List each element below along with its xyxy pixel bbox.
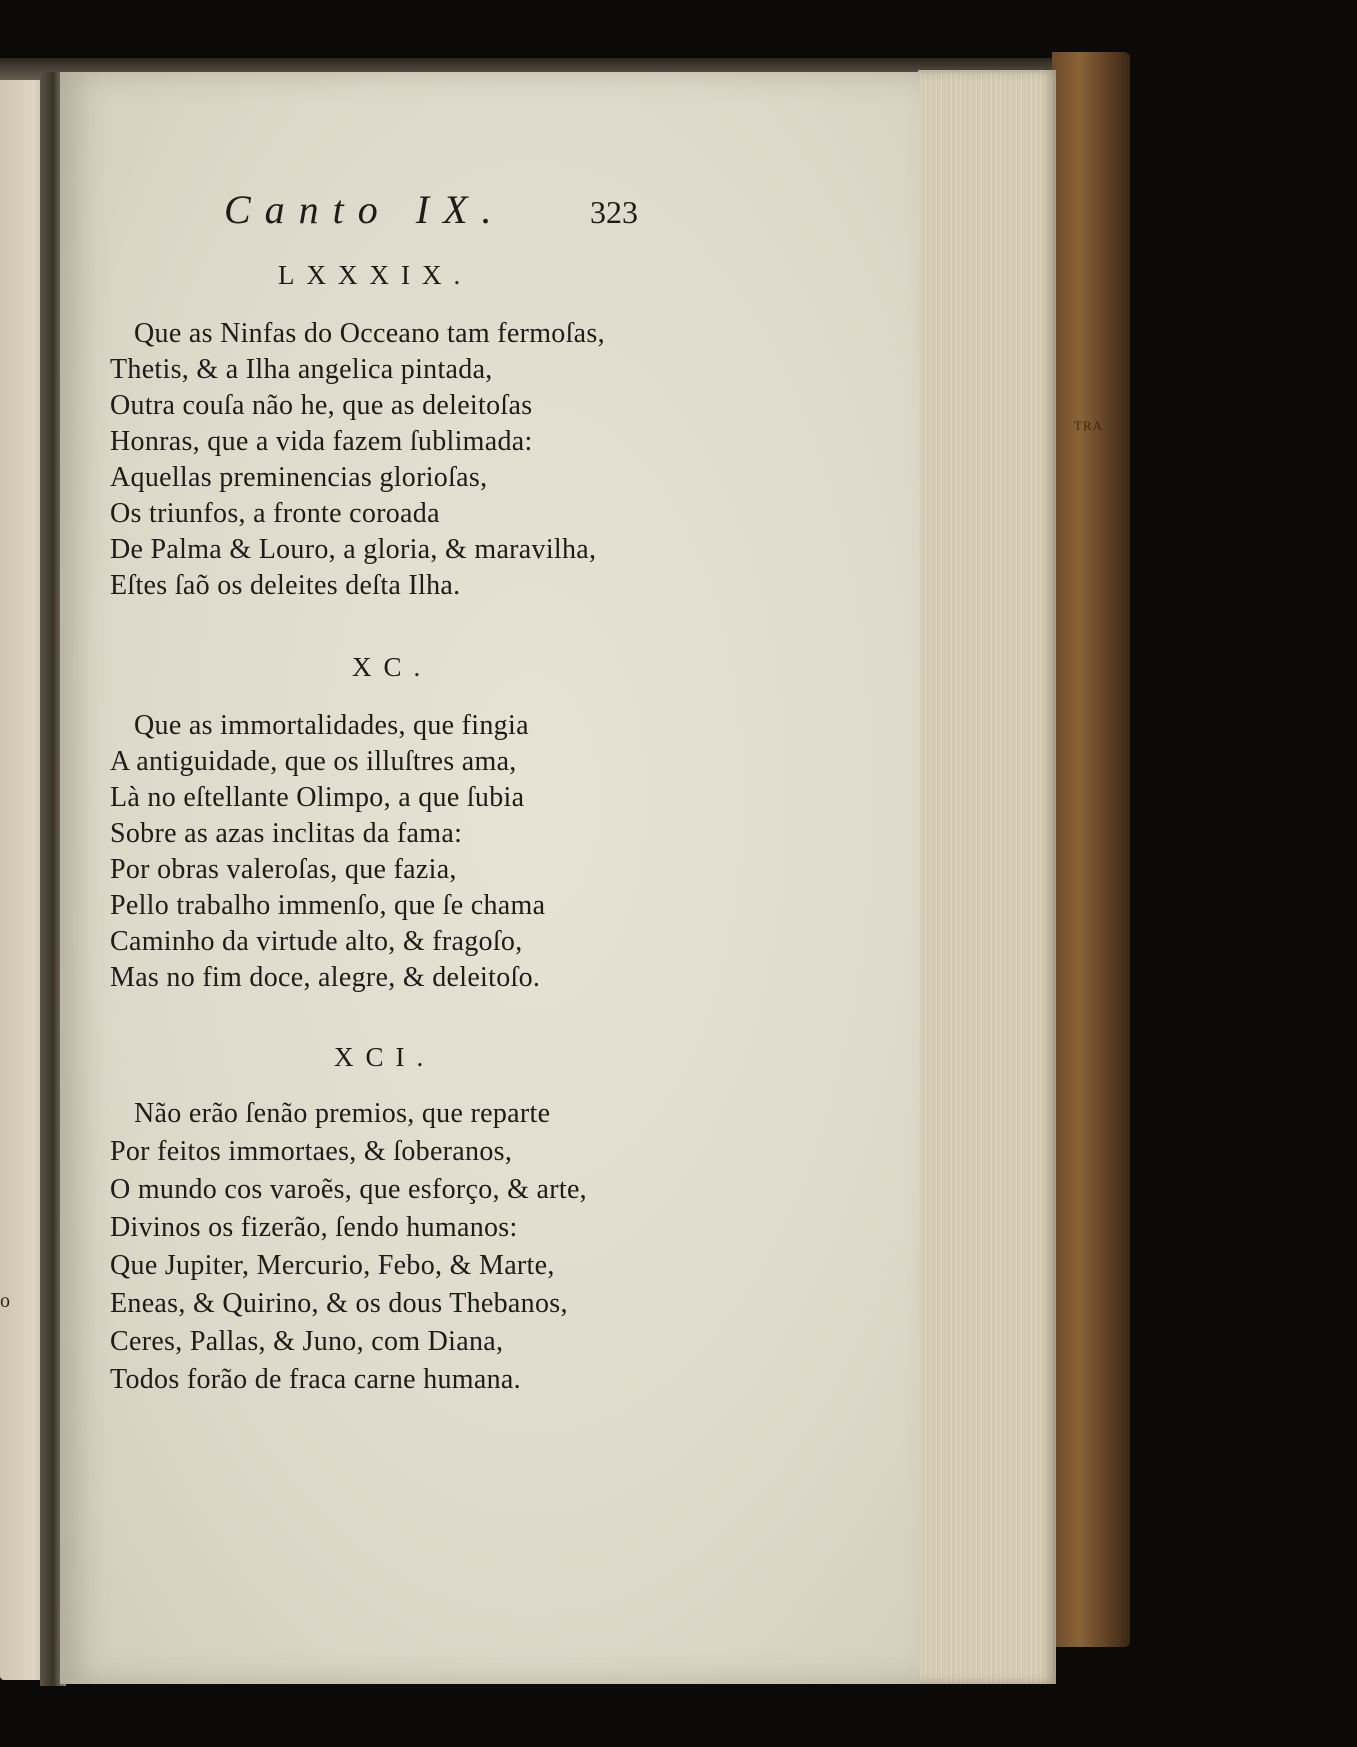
spine-mark: TRA [1074,418,1103,433]
verse-line: Eſtes ſaõ os deleites deſta Ilha. [110,570,461,601]
page-number: 323 [590,194,638,230]
verse-line: Ceres, Pallas, & Juno, com Diana, [110,1326,504,1357]
verse-line: Que as immortalidades, que fingia [134,710,529,741]
verse-line: Honras, que a vida fazem ſublimada: [110,426,533,457]
verse-line: Que Jupiter, Mercurio, Febo, & Marte, [110,1250,555,1281]
stanza-number: XC. [352,652,433,682]
verse-line: Là no eſtellante Olimpo, a que ſubia [110,782,525,813]
verse-line: A antiguidade, que os illuſtres ama, [110,746,517,777]
previous-page-glyph: o [0,1290,10,1312]
verse-line: Por feitos immortaes, & ſoberanos, [110,1136,513,1167]
verse-line: Mas no fim doce, alegre, & deleitoſo. [110,962,541,993]
verse-line: Pello trabalho immenſo, que ſe chama [110,890,546,921]
verse-line: Thetis, & a Ilha angelica pintada, [110,354,493,385]
verse-line: Aquellas preminencias glorioſas, [110,462,488,493]
verse-line: Sobre as azas inclitas da fama: [110,818,463,849]
verse-line: Não erão ſenão premios, que reparte [134,1098,551,1129]
verse-line: O mundo cos varoẽs, que esforço, & arte, [110,1174,587,1205]
leather-cover [1052,52,1130,1647]
page-header [224,186,704,236]
verse-line: Que as Ninfas do Occeano tam fermoſas, [134,318,605,349]
verse-line: Todos forão de fraca carne humana. [110,1364,521,1395]
verse-line: Eneas, & Quirino, & os dous Thebanos, [110,1288,568,1319]
stanza-number: LXXXIX. [278,260,473,290]
verse-line: Caminho da virtude alto, & fragoſo, [110,926,523,957]
running-title: Canto IX. [224,187,506,232]
verse-line: De Palma & Louro, a gloria, & maravilha, [110,534,597,565]
stanza-number: XCI. [334,1042,436,1072]
verse-line: Por obras valeroſas, que fazia, [110,854,457,885]
page-block-fore-edge [918,70,1056,1684]
verse-line: Outra couſa não he, que as deleitoſas [110,390,533,421]
verse-line: Os triunfos, a fronte coroada [110,498,440,529]
verse-line: Divinos os fizerão, ſendo humanos: [110,1212,518,1243]
